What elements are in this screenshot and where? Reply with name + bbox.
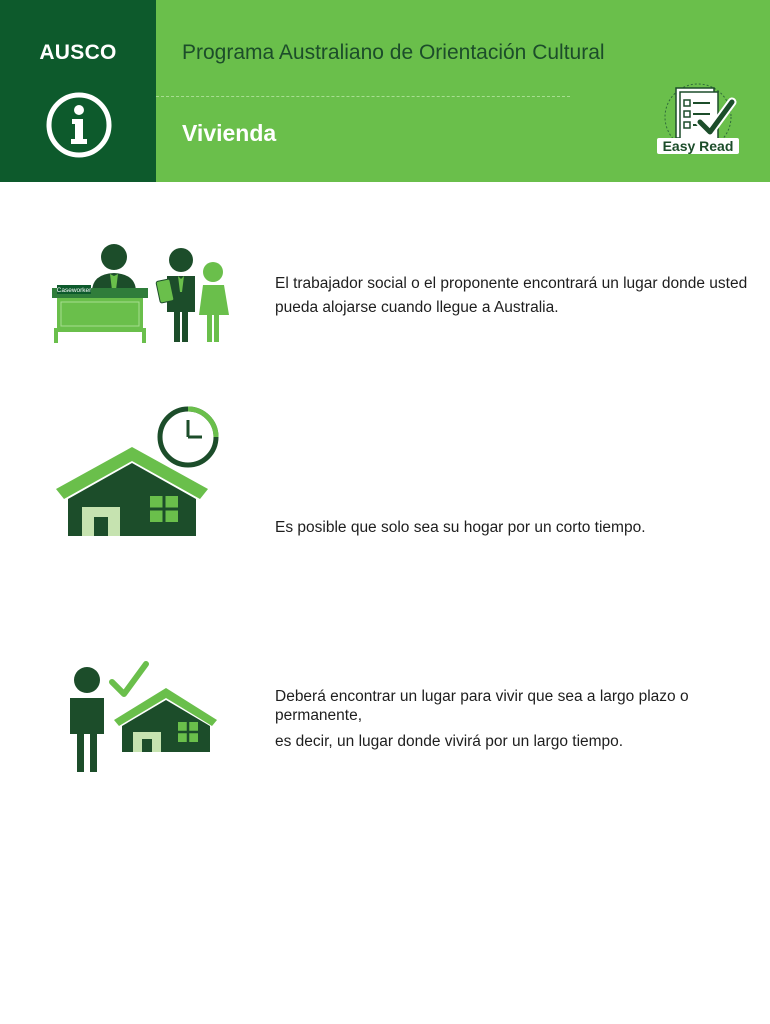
caseworker-meeting-icon <box>48 240 238 346</box>
page-header <box>0 0 770 182</box>
page-title: Vivienda <box>182 120 277 146</box>
easy-read-logo-icon <box>652 82 744 158</box>
paragraph-2: Es posible que solo sea su hogar por un corto tiempo. <box>275 519 646 536</box>
desk-label: Caseworker <box>56 287 92 294</box>
program-title: Programa Australiano de Orientación Cultural <box>182 41 605 64</box>
person-house-checkmark-icon <box>62 660 222 775</box>
paragraph-3: Deberá encontrar un lugar para vivir que sea a largo plazo o permanente, es decir, un lugar donde vivirá por un largo tiempo. <box>275 688 689 750</box>
info-icon <box>45 91 113 159</box>
header-divider <box>156 96 570 97</box>
paragraph-1: El trabajador social o el proponente encontrará un lugar donde usted pueda alojarse cuando llegue a Australia. <box>275 275 748 316</box>
brand-panel <box>0 0 156 182</box>
easy-read-label: Easy Read <box>662 138 734 154</box>
house-with-clock-icon <box>54 405 222 540</box>
ausco-logo-text: AUSCO <box>39 41 117 64</box>
